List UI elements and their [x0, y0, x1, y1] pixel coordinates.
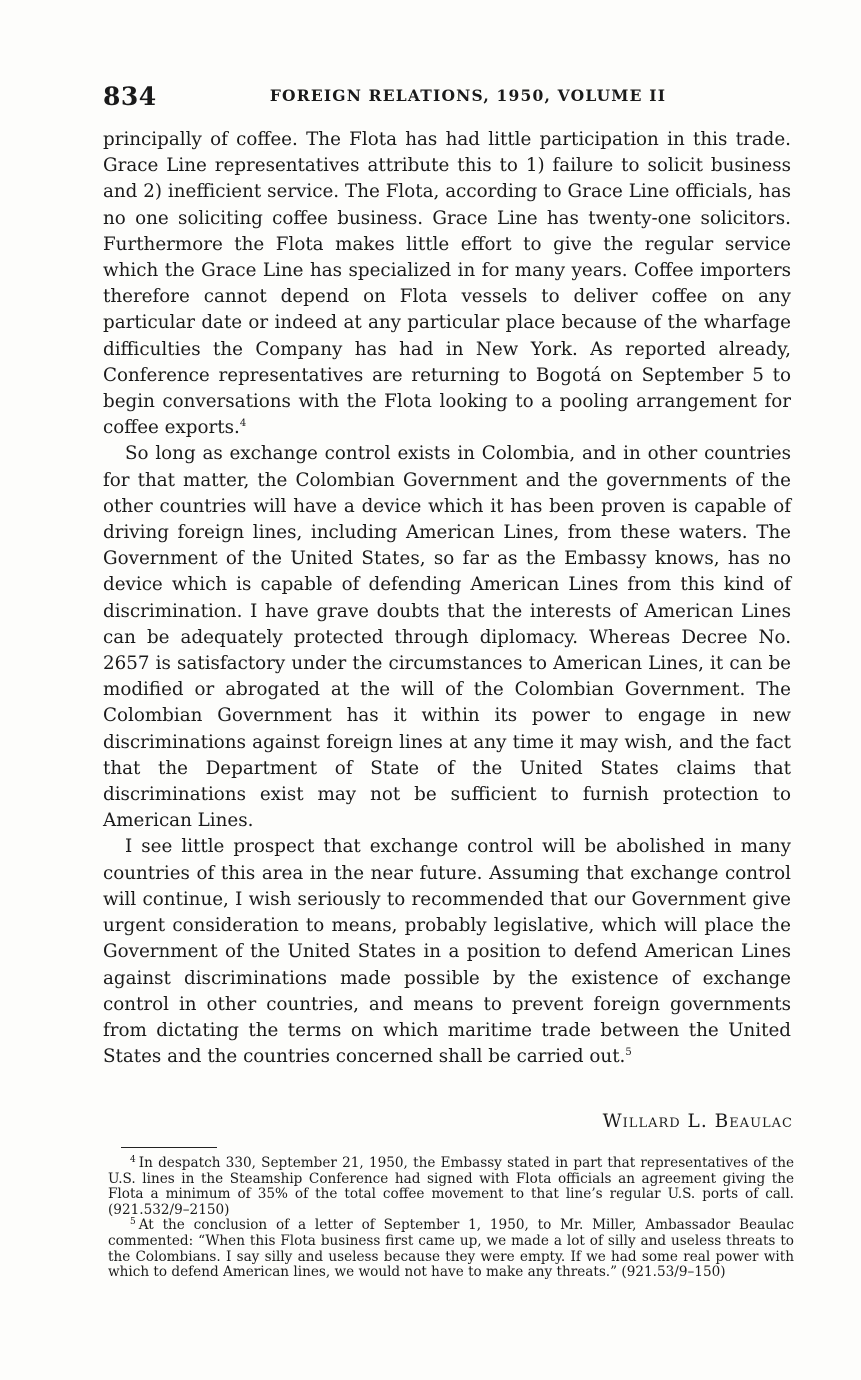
- body-text: [103, 127, 791, 1070]
- footnote-ref-4[interactable]: 4: [239, 418, 247, 430]
- paragraph-text: I see little prospect that exchange control will be abolished in many countries of this area in the near future. Assuming that exchange control will continue, I wish seriously to recommended that our Government give urgent consideration to means, probably legislative, which will place the Government of the United States in a position to defend American Lines against discriminations made possible by the existence of exchange control in other countries, and means to prevent foreign governments from dictating the terms on which maritime trade between the United States and the countries concerned shall be carried out.: [103, 836, 791, 1068]
- footnote-5: [108, 1218, 794, 1280]
- footnotes: [108, 1156, 794, 1281]
- paragraph-text: principally of coffee. The Flota has had little participation in this trade. Grace Line representatives attribute this to 1) failure to solicit business and 2) inefficient service. The Flota, according to Grace Line officials, has no one soliciting coffee business. Grace Line has twenty-one solicitors. Furthermore the Flota makes little effort to give the regular service which the Grace Line has specialized in for many years. Coffee importers therefore cannot depend on Flota vessels to deliver coffee on any particular date or indeed at any particular place because of the wharfage difficulties the Company has had in New York. As reported already, Conference representatives are returning to Bogotá on September 5 to begin conversations with the Flota looking to a pooling arrangement for coffee exports.: [103, 129, 791, 439]
- footnote-mark: 4: [130, 1155, 136, 1165]
- paragraph-text: So long as exchange control exists in Colombia, and in other countries for that matter, the Colombian Government and the governments of the other countries will have a device which it has been proven is capable of driving foreign lines, including American Lines, from these waters. The Government of the United States, so far as the Embassy knows, has no device which is capable of defending American Lines from this kind of discrimination. I have grave doubts that the interests of American Lines can be adequately protected through diplomacy. Whereas Decree No. 2657 is satisfactory under the circumstances to American Lines, it can be modified or abrogated at the will of the Colombian Government. The Colombian Government has it within its power to engage in new discriminations against foreign lines at any time it may wish, and the fact that the Department of State of the United States claims that discriminations exist may not be sufficient to furnish protection to American Lines.: [103, 443, 791, 832]
- running-head: FOREIGN RELATIONS, 1950, VOLUME II: [269, 86, 667, 105]
- footnote-text: At the conclusion of a letter of September 1, 1950, to Mr. Miller, Ambassador Beaulac commented: “When this Flota business first came up, we made a lot of silly and useless threats to the Colombians. I say silly and useless because they were empty. If we had some real power with which to defend American lines, we would not have to make any threats.” (921.53/9–150): [108, 1217, 794, 1281]
- paragraph-2: [103, 441, 791, 834]
- page-number: 834: [103, 82, 157, 111]
- signature: Willard L. Beaulac: [602, 1111, 793, 1132]
- footnote-ref-5[interactable]: 5: [625, 1047, 632, 1059]
- page-header: [103, 82, 793, 118]
- footnote-4: [108, 1156, 794, 1218]
- footnote-divider: [121, 1147, 217, 1148]
- footnote-text: In despatch 330, September 21, 1950, the Embassy stated in part that representatives of the U.S. lines in the Steamship Conference had signed with Flota officials an agreement giving the Flota a minimum of 35% of the total coffee movement to that line’s regular U.S. ports of call. (921.532/9–2150): [108, 1155, 794, 1218]
- footnote-mark: 5: [130, 1217, 136, 1228]
- paragraph-3: [103, 834, 791, 1070]
- paragraph-1: [103, 127, 791, 441]
